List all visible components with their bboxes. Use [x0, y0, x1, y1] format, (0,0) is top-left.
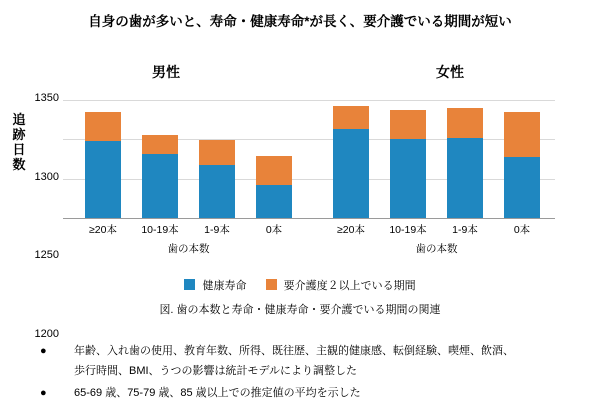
page-title: 自身の歯が多いと、寿命・健康寿命*が長く、要介護でいる期間が短い	[88, 14, 512, 29]
y-axis-tick: 1250	[34, 249, 59, 262]
x-axis-tick: 10-19本	[389, 224, 427, 236]
panel-label-male: 男性	[152, 64, 180, 80]
chart-bar	[333, 100, 369, 218]
bar-segment-health	[142, 154, 178, 218]
y-axis-tick: 1200	[34, 328, 59, 340]
chart-bar	[504, 100, 540, 218]
bar-segment-care	[333, 106, 369, 130]
note-line: 年齢、入れ歯の使用、教育年数、所得、既往歴、主観的健康感、転倒経験、喫煙、飲酒、	[74, 345, 514, 357]
note-item	[40, 383, 570, 403]
legend-item-health	[184, 277, 246, 293]
panel-label-female: 女性	[436, 64, 464, 80]
bar-segment-care	[256, 156, 292, 185]
notes-list	[40, 341, 570, 405]
legend-label-health: 健康寿命	[202, 280, 247, 292]
note-line: 65-69 歳、75-79 歳、85 歳以上での推定値の平均を示した	[74, 387, 361, 399]
bar-segment-health	[199, 165, 235, 218]
y-axis-tick: 1300	[34, 170, 59, 183]
x-axis-tick: ≥20本	[89, 224, 117, 236]
bar-segment-health	[85, 141, 121, 218]
x-axis-tick: 1-9本	[452, 224, 478, 236]
chart-legend	[0, 277, 600, 293]
bar-segment-care	[85, 112, 121, 141]
bar-segment-health	[390, 139, 426, 218]
chart-bar	[199, 100, 235, 218]
x-axis-title: 歯の本数	[415, 243, 458, 255]
legend-swatch-care	[266, 279, 277, 290]
x-axis-tick: ≥20本	[337, 224, 365, 236]
x-axis-tick: 1-9本	[204, 224, 230, 236]
figure-caption: 図. 歯の本数と寿命・健康寿命・要介護でいる期間の関連	[159, 304, 441, 316]
bar-segment-care	[504, 112, 540, 157]
x-axis-tick: 0本	[265, 224, 283, 236]
legend-item-care	[266, 277, 416, 293]
x-axis-tick: 0本	[513, 224, 531, 236]
bar-segment-health	[333, 129, 369, 218]
bullet-icon: ●	[40, 387, 47, 399]
bar-segment-health	[256, 185, 292, 218]
bar-segment-care	[447, 108, 483, 138]
y-axis-label: 追跡日数	[12, 112, 26, 172]
bar-segment-care	[199, 140, 235, 165]
bar-segment-health	[504, 157, 540, 218]
chart-bar	[85, 100, 121, 218]
bullet-icon: ●	[40, 345, 47, 357]
chart-bar	[142, 100, 178, 218]
legend-swatch-health	[184, 279, 195, 290]
note-item	[40, 341, 570, 381]
legend-label-care: 要介護度２以上でいる期間	[283, 280, 416, 292]
x-axis-tick: 10-19本	[141, 224, 179, 236]
chart-bar	[390, 100, 426, 218]
bar-segment-care	[142, 135, 178, 155]
note-line: 歩行時間、BMI、うつの影響は統計モデルにより調整した	[74, 365, 358, 377]
y-axis-tick: 1350	[34, 92, 59, 104]
bar-segment-health	[447, 138, 483, 218]
x-axis-title: 歯の本数	[167, 243, 210, 255]
chart-bar	[256, 100, 292, 218]
bar-segment-care	[390, 110, 426, 139]
chart-bar	[447, 100, 483, 218]
